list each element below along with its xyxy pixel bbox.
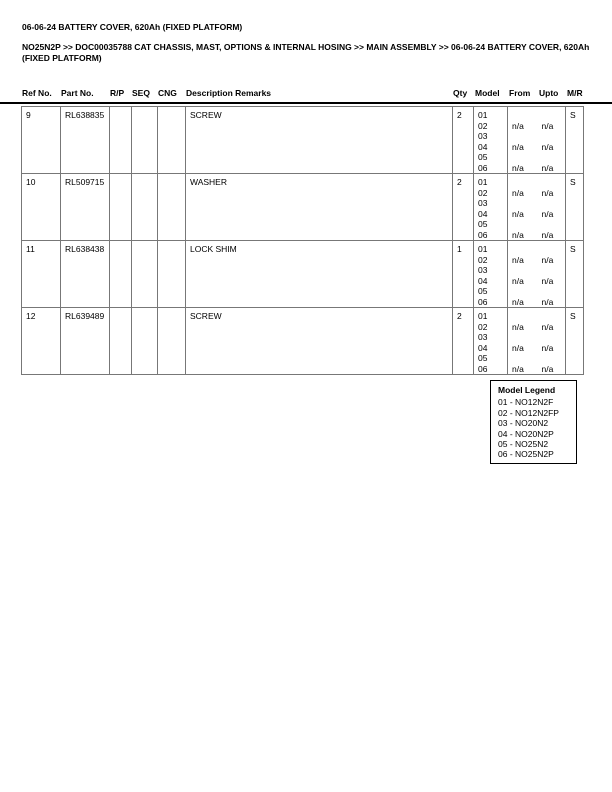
upto-cell-value bbox=[542, 198, 562, 209]
model-cell-value: 06 bbox=[478, 229, 488, 240]
part-no-cell: RL639489 bbox=[61, 308, 110, 375]
model-cell-value: 04 bbox=[478, 141, 488, 152]
qty-cell: 2 bbox=[453, 308, 474, 375]
seq-cell bbox=[132, 107, 158, 174]
model-cell-value: 01 bbox=[478, 244, 488, 254]
parts-table bbox=[21, 106, 584, 375]
model-cell-value: 03 bbox=[478, 332, 488, 342]
legend-item: 03 - NO20N2 bbox=[498, 418, 549, 429]
model-cell-value: 05 bbox=[478, 219, 488, 229]
upto-cell bbox=[538, 107, 566, 174]
legend-item: 05 - NO25N2 bbox=[498, 439, 549, 450]
model-cell-value: 06 bbox=[478, 296, 488, 307]
from-cell-value: n/a bbox=[512, 254, 524, 265]
from-cell-value: n/a bbox=[512, 321, 524, 332]
description-cell: LOCK SHIM bbox=[186, 241, 453, 308]
from-cell-value: n/a bbox=[512, 342, 524, 353]
from-cell-value: n/a bbox=[512, 162, 524, 173]
col-header-cng: CNG bbox=[158, 88, 177, 98]
from-cell-value: n/a bbox=[512, 363, 524, 374]
table-row bbox=[22, 308, 584, 375]
col-header-rp: R/P bbox=[110, 88, 125, 98]
upto-cell-value bbox=[542, 353, 562, 364]
upto-cell-value: n/a bbox=[541, 229, 554, 240]
from-cell-value: n/a bbox=[512, 141, 524, 152]
model-cell-value: 04 bbox=[478, 208, 488, 219]
legend-item: 06 - NO25N2P bbox=[498, 449, 554, 460]
description-cell: SCREW bbox=[186, 308, 453, 375]
model-cell bbox=[474, 308, 508, 375]
model-cell-value: 05 bbox=[478, 152, 488, 162]
from-cell-value bbox=[512, 265, 534, 276]
upto-cell-value bbox=[542, 219, 562, 230]
col-header-ref: Ref No. bbox=[22, 88, 52, 98]
mr-cell: S bbox=[566, 241, 584, 308]
from-cell-value bbox=[512, 311, 534, 322]
ref-no-cell: 10 bbox=[22, 174, 61, 241]
mr-cell: S bbox=[566, 107, 584, 174]
upto-cell-value bbox=[542, 152, 562, 163]
model-cell-value: 03 bbox=[478, 198, 488, 208]
rp-cell bbox=[110, 107, 132, 174]
model-cell-value: 05 bbox=[478, 353, 488, 363]
model-cell-value: 03 bbox=[478, 265, 488, 275]
model-cell-value: 02 bbox=[478, 120, 488, 131]
col-header-desc: Description Remarks bbox=[186, 88, 272, 98]
from-cell bbox=[508, 174, 538, 241]
rp-cell bbox=[110, 174, 132, 241]
upto-cell-value bbox=[542, 131, 562, 142]
upto-cell-value bbox=[542, 265, 562, 276]
model-cell-value: 01 bbox=[478, 110, 488, 120]
from-cell-value bbox=[512, 177, 534, 188]
model-legend bbox=[490, 380, 577, 464]
from-cell-value bbox=[512, 219, 534, 230]
upto-cell-value: n/a bbox=[541, 363, 554, 374]
from-cell-value bbox=[512, 131, 534, 142]
from-cell-value: n/a bbox=[512, 187, 524, 198]
from-cell-value bbox=[512, 244, 534, 255]
model-cell-value: 01 bbox=[478, 177, 488, 187]
rp-cell bbox=[110, 241, 132, 308]
from-cell-value bbox=[512, 152, 534, 163]
upto-cell-value: n/a bbox=[541, 187, 554, 198]
ref-no-cell: 12 bbox=[22, 308, 61, 375]
model-cell bbox=[474, 107, 508, 174]
from-cell bbox=[508, 107, 538, 174]
part-no-cell: RL509715 bbox=[61, 174, 110, 241]
col-header-qty: Qty bbox=[453, 88, 468, 98]
model-cell-value: 02 bbox=[478, 254, 488, 265]
upto-cell-value: n/a bbox=[541, 162, 554, 173]
model-cell-value: 02 bbox=[478, 187, 488, 198]
from-cell bbox=[508, 241, 538, 308]
upto-cell-value bbox=[542, 311, 562, 322]
from-cell-value bbox=[512, 198, 534, 209]
col-header-part: Part No. bbox=[61, 88, 94, 98]
rp-cell bbox=[110, 308, 132, 375]
from-cell-value: n/a bbox=[512, 275, 524, 286]
model-cell bbox=[474, 174, 508, 241]
upto-cell-value: n/a bbox=[541, 296, 554, 307]
qty-cell: 2 bbox=[453, 174, 474, 241]
model-cell-value: 02 bbox=[478, 321, 488, 332]
col-header-mr: M/R bbox=[567, 88, 583, 98]
mr-cell: S bbox=[566, 174, 584, 241]
cng-cell bbox=[158, 308, 186, 375]
ref-no-cell: 11 bbox=[22, 241, 61, 308]
cng-cell bbox=[158, 174, 186, 241]
col-header-from: From bbox=[509, 88, 531, 98]
from-cell-value bbox=[512, 110, 534, 121]
model-cell-value: 05 bbox=[478, 286, 488, 296]
seq-cell bbox=[132, 241, 158, 308]
from-cell-value: n/a bbox=[512, 208, 524, 219]
col-header-seq: SEQ bbox=[132, 88, 150, 98]
upto-cell bbox=[538, 308, 566, 375]
upto-cell-value bbox=[542, 244, 562, 255]
legend-item: 01 - NO12N2F bbox=[498, 397, 554, 408]
ref-no-cell: 9 bbox=[22, 107, 61, 174]
model-cell-value: 06 bbox=[478, 162, 488, 173]
qty-cell: 1 bbox=[453, 241, 474, 308]
legend-title: Model Legend bbox=[498, 385, 556, 395]
cng-cell bbox=[158, 107, 186, 174]
upto-cell-value: n/a bbox=[541, 321, 554, 332]
table-row bbox=[22, 174, 584, 241]
model-cell bbox=[474, 241, 508, 308]
upto-cell bbox=[538, 241, 566, 308]
model-cell-value: 04 bbox=[478, 342, 488, 353]
part-no-cell: RL638438 bbox=[61, 241, 110, 308]
page-title: 06-06-24 BATTERY COVER, 620Ah (FIXED PLATFORM) bbox=[22, 22, 243, 32]
upto-cell-value: n/a bbox=[541, 120, 554, 131]
upto-cell-value: n/a bbox=[541, 342, 554, 353]
model-cell-value: 03 bbox=[478, 131, 488, 141]
table-row bbox=[22, 107, 584, 174]
upto-cell-value bbox=[542, 110, 562, 121]
seq-cell bbox=[132, 174, 158, 241]
from-cell-value: n/a bbox=[512, 296, 524, 307]
upto-cell-value bbox=[542, 286, 562, 297]
from-cell-value bbox=[512, 332, 534, 343]
upto-cell-value bbox=[542, 332, 562, 343]
upto-cell-value: n/a bbox=[541, 275, 554, 286]
breadcrumb: NO25N2P >> DOC00035788 CAT CHASSIS, MAST, OPTIONS & INTERNAL HOSING >> MAIN ASSEMBLY >> 06-06-24 BATTERY COVER, 620Ah (FIXED PLATFORM) bbox=[22, 42, 590, 63]
upto-cell-value: n/a bbox=[541, 208, 554, 219]
from-cell-value: n/a bbox=[512, 120, 524, 131]
from-cell bbox=[508, 308, 538, 375]
part-no-cell: RL638835 bbox=[61, 107, 110, 174]
qty-cell: 2 bbox=[453, 107, 474, 174]
table-row bbox=[22, 241, 584, 308]
description-cell: SCREW bbox=[186, 107, 453, 174]
col-header-upto: Upto bbox=[539, 88, 559, 98]
seq-cell bbox=[132, 308, 158, 375]
col-header-model: Model bbox=[475, 88, 500, 98]
model-cell-value: 01 bbox=[478, 311, 488, 321]
model-cell-value: 06 bbox=[478, 363, 488, 374]
upto-cell bbox=[538, 174, 566, 241]
model-cell-value: 04 bbox=[478, 275, 488, 286]
mr-cell: S bbox=[566, 308, 584, 375]
upto-cell-value: n/a bbox=[541, 141, 554, 152]
upto-cell-value bbox=[542, 177, 562, 188]
header-divider bbox=[0, 102, 612, 104]
legend-item: 02 - NO12N2FP bbox=[498, 407, 559, 418]
description-cell: WASHER bbox=[186, 174, 453, 241]
legend-item: 04 - NO20N2P bbox=[498, 428, 554, 439]
upto-cell-value: n/a bbox=[541, 254, 554, 265]
cng-cell bbox=[158, 241, 186, 308]
from-cell-value bbox=[512, 353, 534, 364]
from-cell-value: n/a bbox=[512, 229, 524, 240]
from-cell-value bbox=[512, 286, 534, 297]
